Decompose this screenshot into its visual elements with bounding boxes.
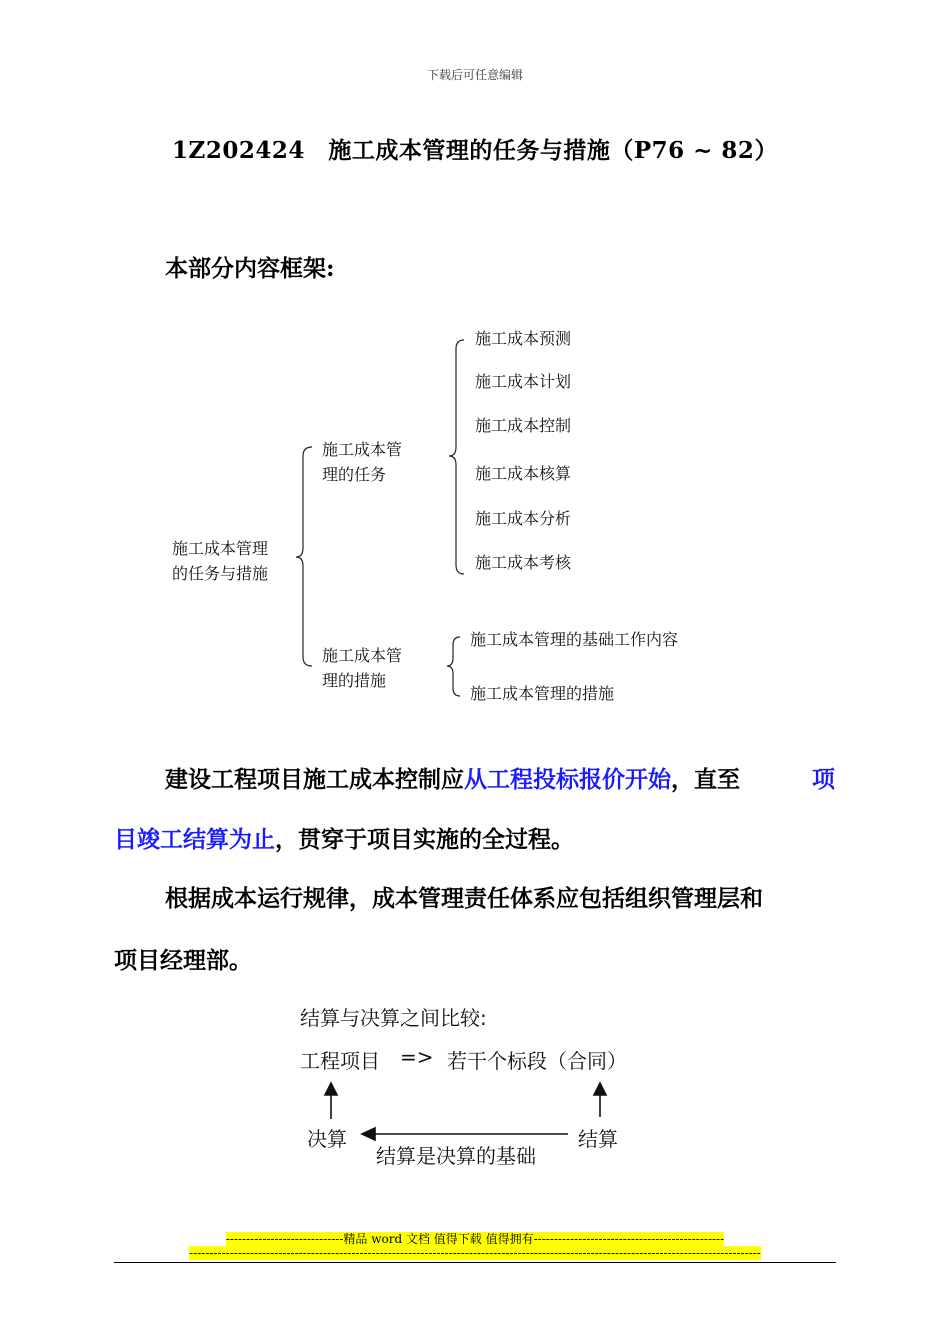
tree-task-item: 施工成本考核 bbox=[475, 553, 572, 572]
comparison-settlement: 结算 bbox=[578, 1127, 618, 1151]
page-title: 1Z202424 施工成本管理的任务与措施（P76 ~ 82） bbox=[172, 137, 778, 164]
tree-task-item: 施工成本预测 bbox=[475, 329, 572, 348]
highlight-text: 目竣工结算为止 bbox=[114, 826, 275, 853]
highlight-text: 从工程投标报价开始 bbox=[464, 766, 671, 793]
tree-measure-item: 施工成本管理的基础工作内容 bbox=[470, 630, 679, 649]
up-arrowhead-icon bbox=[594, 1083, 606, 1095]
tree-branch-measures-line2: 理的措施 bbox=[322, 671, 387, 690]
left-arrowhead-icon bbox=[362, 1128, 375, 1140]
paragraph-text: ，贯穿于项目实施的全过程。 bbox=[275, 826, 574, 853]
tree-task-item: 施工成本核算 bbox=[475, 464, 572, 483]
double-arrow-icon: => bbox=[400, 1045, 434, 1069]
comparison-basis: 结算是决算的基础 bbox=[376, 1144, 536, 1168]
highlight-text: 项 bbox=[812, 766, 835, 793]
footer-line2 bbox=[0, 1246, 950, 1260]
tree-root-line2: 的任务与措施 bbox=[172, 564, 269, 583]
footer-banner-text: -----------------------------精品 word 文档 值得下载 值得拥有----------------------------------------------- bbox=[225, 1232, 725, 1246]
tree-branch-tasks-line2: 理的任务 bbox=[322, 465, 387, 484]
paragraph-text: 建设工程项目施工成本控制应 bbox=[165, 766, 464, 793]
tree-root-line1: 施工成本管理 bbox=[172, 539, 269, 558]
footer-line1 bbox=[0, 1230, 950, 1247]
comparison-heading: 结算与决算之间比较: bbox=[300, 1006, 487, 1030]
paragraph-line: 根据成本运行规律，成本管理责任体系应包括组织管理层和 bbox=[165, 885, 763, 912]
tree-branch-measures-line1: 施工成本管 bbox=[322, 646, 403, 665]
header-note: 下载后可任意编辑 bbox=[426, 68, 523, 82]
footer-banner-dashes: --------------------------------------------------------------------------------------------------------------------------------------------- bbox=[189, 1246, 761, 1260]
paragraph-line: 项目经理部。 bbox=[114, 947, 252, 974]
tree-task-item: 施工成本分析 bbox=[475, 509, 572, 528]
comparison-project: 工程项目 bbox=[300, 1049, 380, 1073]
paragraph-text: ，直至 bbox=[671, 766, 740, 793]
footer-rule bbox=[114, 1262, 836, 1263]
up-arrowhead-icon bbox=[325, 1083, 337, 1095]
comparison-sections: 若干个标段（合同） bbox=[447, 1049, 627, 1073]
framework-label: 本部分内容框架: bbox=[165, 255, 335, 282]
tree-task-item: 施工成本控制 bbox=[475, 416, 572, 435]
comparison-final-accounts: 决算 bbox=[307, 1127, 347, 1151]
tree-task-item: 施工成本计划 bbox=[475, 372, 572, 391]
tree-branch-tasks-line1: 施工成本管 bbox=[322, 440, 403, 459]
tree-measure-item: 施工成本管理的措施 bbox=[470, 684, 615, 703]
